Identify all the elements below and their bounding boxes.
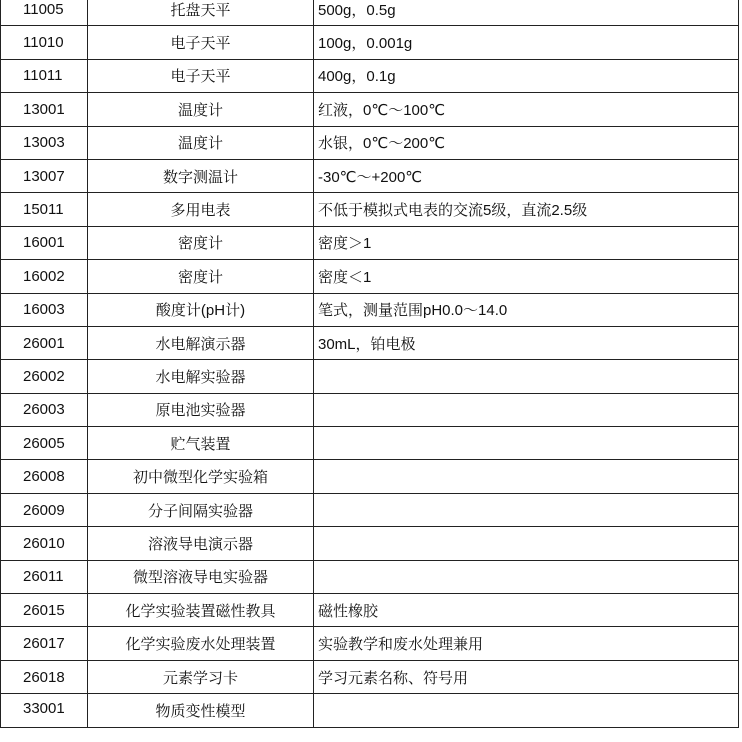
item-spec: 学习元素名称、符号用	[318, 669, 469, 687]
item-spec-cell	[314, 26, 739, 59]
item-code: 26018	[23, 668, 65, 686]
item-spec-cell	[314, 193, 739, 226]
table-row	[1, 527, 739, 560]
item-name: 电子天平	[170, 68, 231, 86]
item-spec-cell	[314, 594, 739, 627]
item-code: 13007	[23, 167, 65, 185]
item-spec-cell	[314, 660, 739, 693]
table-row	[1, 393, 739, 426]
item-name: 电子天平	[170, 35, 231, 53]
item-name: 分子间隔实验器	[147, 502, 253, 520]
item-name: 密度计	[177, 235, 223, 253]
item-name-cell	[88, 159, 314, 192]
item-name-cell	[88, 460, 314, 493]
item-name-cell	[88, 93, 314, 126]
item-code-cell	[1, 260, 88, 293]
item-spec: 笔式，测量范围pH0.0～14.0	[318, 302, 508, 320]
item-spec: 密度＞1	[318, 235, 372, 253]
item-name: 溶液导电演示器	[147, 535, 253, 553]
item-code-cell	[1, 326, 88, 359]
item-spec: -30℃～+200℃	[318, 168, 423, 186]
item-spec-cell	[314, 427, 739, 460]
item-code-cell	[1, 226, 88, 259]
item-name-cell	[88, 560, 314, 593]
item-code-cell	[1, 93, 88, 126]
item-name-cell	[88, 493, 314, 526]
item-name: 元素学习卡	[162, 669, 238, 687]
item-name: 微型溶液导电实验器	[132, 569, 268, 587]
item-name-cell	[88, 427, 314, 460]
item-name: 化学实验装置磁性教具	[125, 602, 276, 620]
item-name: 多用电表	[170, 202, 231, 220]
item-code: 11011	[23, 67, 63, 85]
item-name-cell	[88, 260, 314, 293]
item-spec: 实验教学和废水处理兼用	[318, 636, 484, 654]
table-row	[1, 360, 739, 393]
item-name-cell	[88, 393, 314, 426]
item-code-cell	[1, 694, 88, 728]
item-spec-cell	[314, 360, 739, 393]
item-name-cell	[88, 126, 314, 159]
item-code-cell	[1, 59, 88, 92]
item-code-cell	[1, 427, 88, 460]
item-code: 26011	[23, 568, 64, 586]
item-spec-cell	[314, 393, 739, 426]
item-code: 13003	[23, 134, 65, 152]
item-code: 26017	[23, 635, 65, 653]
table-row	[1, 0, 739, 26]
item-code: 26010	[23, 534, 65, 552]
item-code-cell	[1, 26, 88, 59]
item-spec-cell	[314, 460, 739, 493]
table-row	[1, 293, 739, 326]
item-spec-cell	[314, 260, 739, 293]
table-row	[1, 427, 739, 460]
item-name: 物质变性模型	[155, 703, 246, 721]
item-name-cell	[88, 0, 314, 26]
item-name-cell	[88, 326, 314, 359]
item-name: 温度计	[177, 101, 223, 119]
item-name-cell	[88, 226, 314, 259]
item-code-cell	[1, 126, 88, 159]
item-name-cell	[88, 360, 314, 393]
table-row	[1, 493, 739, 526]
item-name-cell	[88, 660, 314, 693]
table-row	[1, 159, 739, 192]
item-spec: 磁性橡胶	[318, 602, 379, 620]
item-name: 温度计	[177, 135, 223, 153]
item-spec: 30mL，铂电极	[318, 335, 416, 353]
table-row	[1, 59, 739, 92]
table-row	[1, 594, 739, 627]
item-name: 原电池实验器	[155, 402, 246, 420]
item-spec-cell	[314, 560, 739, 593]
table-row	[1, 226, 739, 259]
item-name: 数字测温计	[162, 168, 238, 186]
item-name-cell	[88, 627, 314, 660]
item-name-cell	[88, 293, 314, 326]
item-name-cell	[88, 694, 314, 728]
item-code-cell	[1, 0, 88, 26]
item-name: 酸度计(pH计)	[155, 302, 246, 320]
item-code: 33001	[23, 700, 65, 718]
item-spec-cell	[314, 93, 739, 126]
item-spec-cell	[314, 293, 739, 326]
table-row	[1, 694, 739, 728]
item-name-cell	[88, 527, 314, 560]
item-spec: 400g，0.1g	[318, 68, 396, 86]
item-code-cell	[1, 460, 88, 493]
item-code-cell	[1, 660, 88, 693]
table-row	[1, 660, 739, 693]
item-code: 26003	[23, 401, 65, 419]
table-row	[1, 627, 739, 660]
item-spec-cell	[314, 493, 739, 526]
item-code-cell	[1, 627, 88, 660]
table-row	[1, 193, 739, 226]
item-spec-cell	[314, 527, 739, 560]
item-code: 26009	[23, 501, 65, 519]
item-code: 11005	[23, 0, 64, 18]
item-code: 16003	[23, 301, 65, 319]
table-row	[1, 460, 739, 493]
item-code-cell	[1, 560, 88, 593]
table-row	[1, 93, 739, 126]
item-name-cell	[88, 193, 314, 226]
item-spec-cell	[314, 694, 739, 728]
item-name: 贮气装置	[170, 435, 231, 453]
item-spec-cell	[314, 0, 739, 26]
item-code: 26005	[23, 434, 65, 452]
item-spec: 密度＜1	[318, 268, 372, 286]
item-name: 水电解实验器	[155, 368, 246, 386]
item-code: 16001	[23, 234, 65, 252]
item-code-cell	[1, 360, 88, 393]
item-spec: 500g，0.5g	[318, 1, 396, 19]
item-code: 15011	[23, 201, 64, 219]
item-name: 化学实验废水处理装置	[125, 636, 276, 654]
item-code: 26001	[23, 334, 65, 352]
item-code-cell	[1, 594, 88, 627]
item-spec-cell	[314, 326, 739, 359]
equipment-table-body	[1, 0, 739, 728]
table-row	[1, 326, 739, 359]
item-spec-cell	[314, 59, 739, 92]
item-spec-cell	[314, 159, 739, 192]
item-code: 26008	[23, 468, 65, 486]
item-spec: 不低于模拟式电表的交流5级，直流2.5级	[318, 202, 588, 220]
item-spec: 红液，0℃～100℃	[318, 101, 446, 119]
item-name-cell	[88, 59, 314, 92]
item-code: 13001	[23, 100, 65, 118]
item-spec-cell	[314, 226, 739, 259]
item-code: 26002	[23, 367, 65, 385]
item-code-cell	[1, 527, 88, 560]
table-row	[1, 26, 739, 59]
item-name-cell	[88, 26, 314, 59]
item-name: 水电解演示器	[155, 335, 246, 353]
item-spec-cell	[314, 627, 739, 660]
table-row	[1, 126, 739, 159]
item-code-cell	[1, 393, 88, 426]
table-row	[1, 260, 739, 293]
item-spec: 100g，0.001g	[318, 35, 413, 53]
table-row	[1, 560, 739, 593]
item-code: 11010	[23, 34, 64, 52]
item-name: 密度计	[177, 268, 223, 286]
item-name: 托盘天平	[170, 1, 231, 19]
item-code-cell	[1, 193, 88, 226]
item-code-cell	[1, 493, 88, 526]
item-spec-cell	[314, 126, 739, 159]
item-spec: 水银，0℃～200℃	[318, 135, 446, 153]
item-code: 26015	[23, 601, 65, 619]
item-code-cell	[1, 159, 88, 192]
item-code-cell	[1, 293, 88, 326]
item-name-cell	[88, 594, 314, 627]
item-code: 16002	[23, 267, 65, 285]
item-name: 初中微型化学实验箱	[132, 469, 268, 487]
